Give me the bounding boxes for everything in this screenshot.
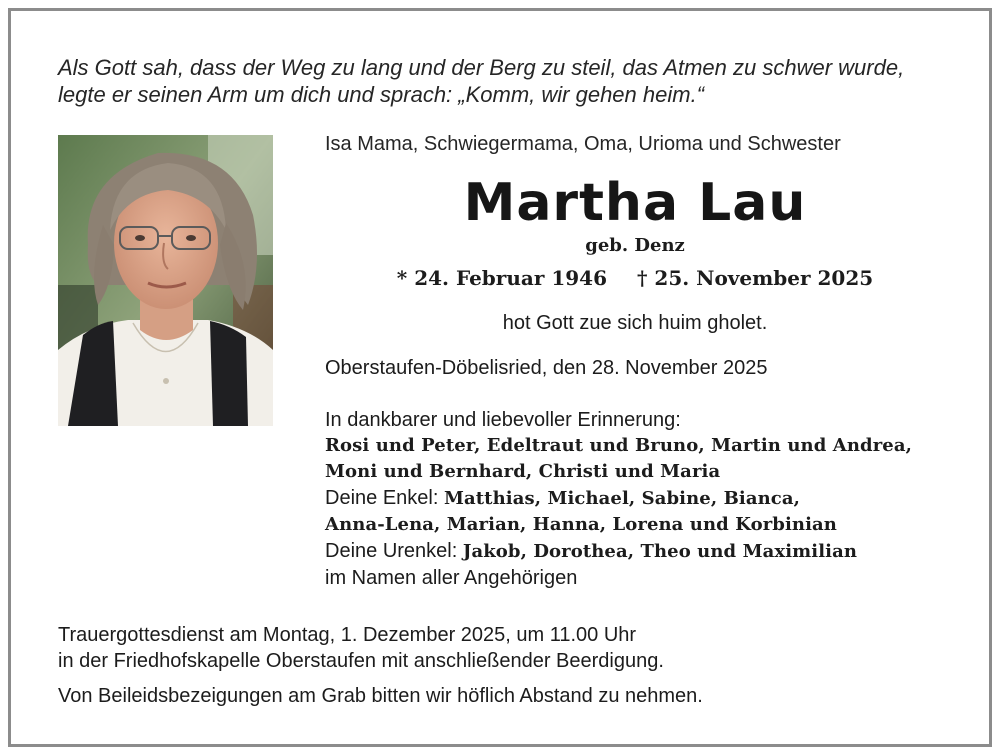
great-grandchildren-line — [325, 538, 950, 565]
grandchildren-line-2: Anna-Lena, Marian, Hanna, Lorena und Korbinian — [325, 514, 837, 535]
death-date: † 25. November 2025 — [637, 266, 874, 290]
grandchildren-line-1 — [325, 485, 950, 512]
mourners-closing: im Namen aller Angehörigen — [325, 567, 578, 589]
great-grandchildren-names: Jakob, Dorothea, Theo und Maximilian — [462, 541, 858, 562]
children-line-2: Moni und Bernhard, Christi und Maria — [325, 461, 721, 482]
place-and-date: Oberstaufen-Döbelisried, den 28. November 2025 — [325, 357, 768, 379]
mourners-intro: In dankbarer und liebevoller Erinnerung: — [325, 409, 681, 431]
portrait-photo — [58, 135, 273, 426]
called-home-line: hot Gott zue sich huim gholet. — [502, 312, 768, 334]
children-line-1: Rosi und Peter, Edeltraut und Bruno, Martin und Andrea, — [325, 435, 912, 456]
quote-line-2: legte er seinen Arm um dich und sprach: „Komm, wir gehen heim.“ — [58, 82, 705, 107]
birth-date: * 24. Februar 1946 — [396, 266, 607, 290]
memorial-quote — [58, 54, 958, 108]
life-dates — [325, 264, 945, 292]
maiden-name: geb. Denz — [585, 235, 685, 256]
portrait-photo-icon — [58, 135, 273, 426]
condolence-request: Von Beileidsbezeigungen am Grab bitten wir höflich Abstand zu nehmen. — [58, 685, 703, 707]
service-line-2: in der Friedhofskapelle Oberstaufen mit anschließender Beerdigung. — [58, 650, 664, 672]
grandchildren-label: Deine Enkel: — [325, 487, 444, 509]
great-grandchildren-label: Deine Urenkel: — [325, 540, 463, 562]
grandchildren-names-1: Matthias, Michael, Sabine, Bianca, — [443, 488, 800, 509]
relations-line: Isa Mama, Schwiegermama, Oma, Urioma und Schwester — [325, 133, 841, 155]
mourners-block — [325, 407, 950, 591]
funeral-service-info — [58, 622, 664, 674]
service-line-1: Trauergottesdienst am Montag, 1. Dezember 2025, um 11.00 Uhr — [58, 624, 637, 646]
deceased-name: Martha Lau — [463, 173, 807, 233]
quote-line-1: Als Gott sah, dass der Weg zu lang und der Berg zu steil, das Atmen zu schwer wurde, — [58, 55, 905, 80]
